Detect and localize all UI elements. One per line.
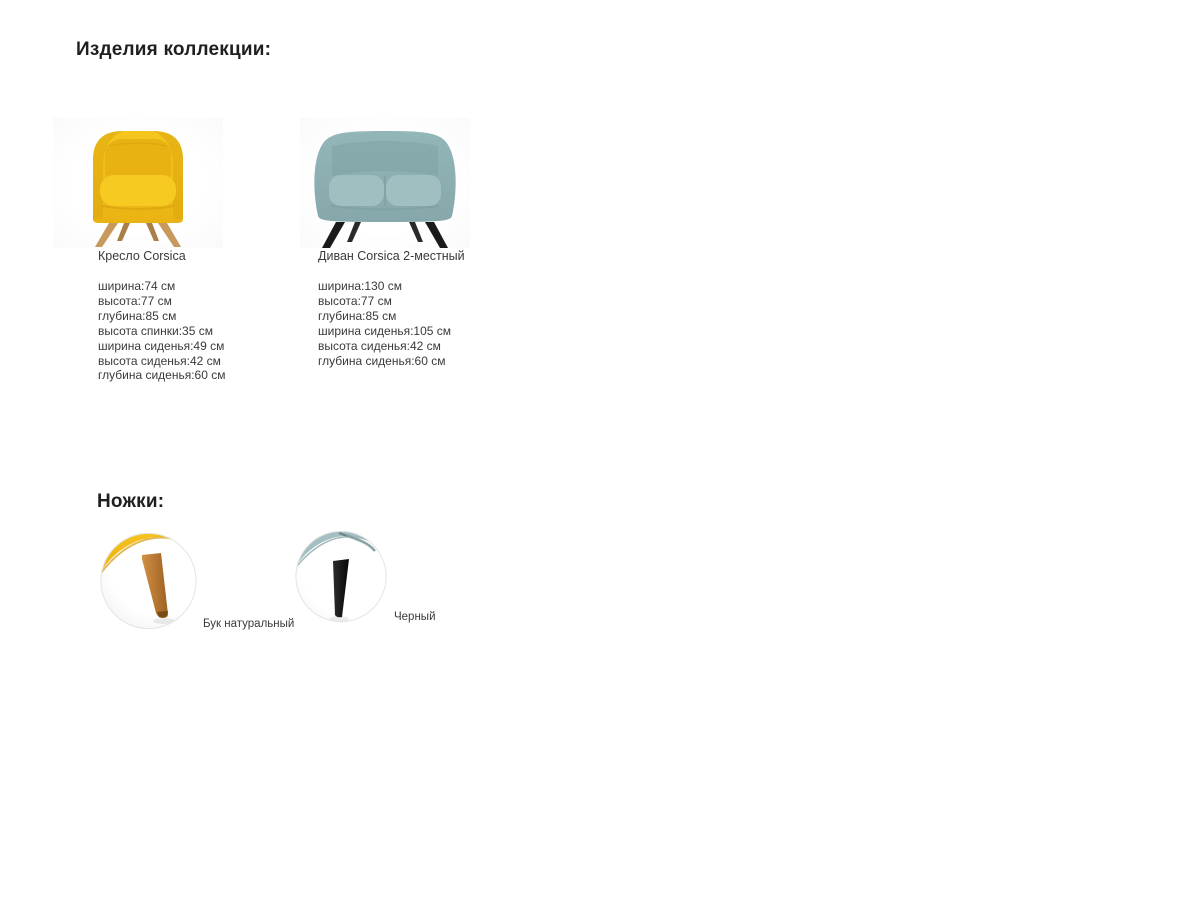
- spec-line: ширина сиденья:49 см: [98, 338, 225, 353]
- spec-line: высота спинки:35 см: [98, 323, 213, 338]
- leg-label-black: Черный: [394, 611, 436, 623]
- spec-line: высота:77 см: [98, 293, 172, 308]
- product-specs-armchair: [98, 279, 225, 383]
- black-leg-illustration: [295, 529, 387, 624]
- product-specs-sofa: [318, 279, 451, 368]
- legs-section-heading: Ножки:: [97, 491, 165, 512]
- armchair-image: [53, 118, 223, 248]
- spec-line: ширина:130 см: [318, 279, 402, 293]
- products-section-heading: Изделия коллекции:: [76, 39, 272, 60]
- beech-leg-image: [100, 531, 197, 631]
- sofa-image: [300, 118, 470, 248]
- black-leg-image: [295, 529, 387, 624]
- armchair-illustration: [53, 118, 223, 248]
- sofa-illustration: [300, 118, 470, 248]
- spec-line: ширина сиденья:105 см: [318, 323, 452, 338]
- spec-line: ширина:74 см: [98, 279, 176, 293]
- spec-line: глубина:85 см: [318, 308, 397, 323]
- spec-line: глубина сиденья:60 см: [318, 353, 446, 368]
- spec-line: глубина:85 см: [98, 308, 177, 323]
- spec-line: высота:77 см: [318, 293, 392, 308]
- spec-line: высота сиденья:42 см: [98, 353, 221, 368]
- spec-line: глубина сиденья:60 см: [98, 368, 226, 383]
- spec-line: высота сиденья:42 см: [318, 338, 441, 353]
- beech-leg-illustration: [100, 531, 197, 631]
- leg-label-beech: Бук натуральный: [203, 618, 295, 630]
- product-name-armchair: Кресло Corsica: [98, 249, 186, 263]
- product-name-sofa: Диван Corsica 2-местный: [318, 249, 465, 263]
